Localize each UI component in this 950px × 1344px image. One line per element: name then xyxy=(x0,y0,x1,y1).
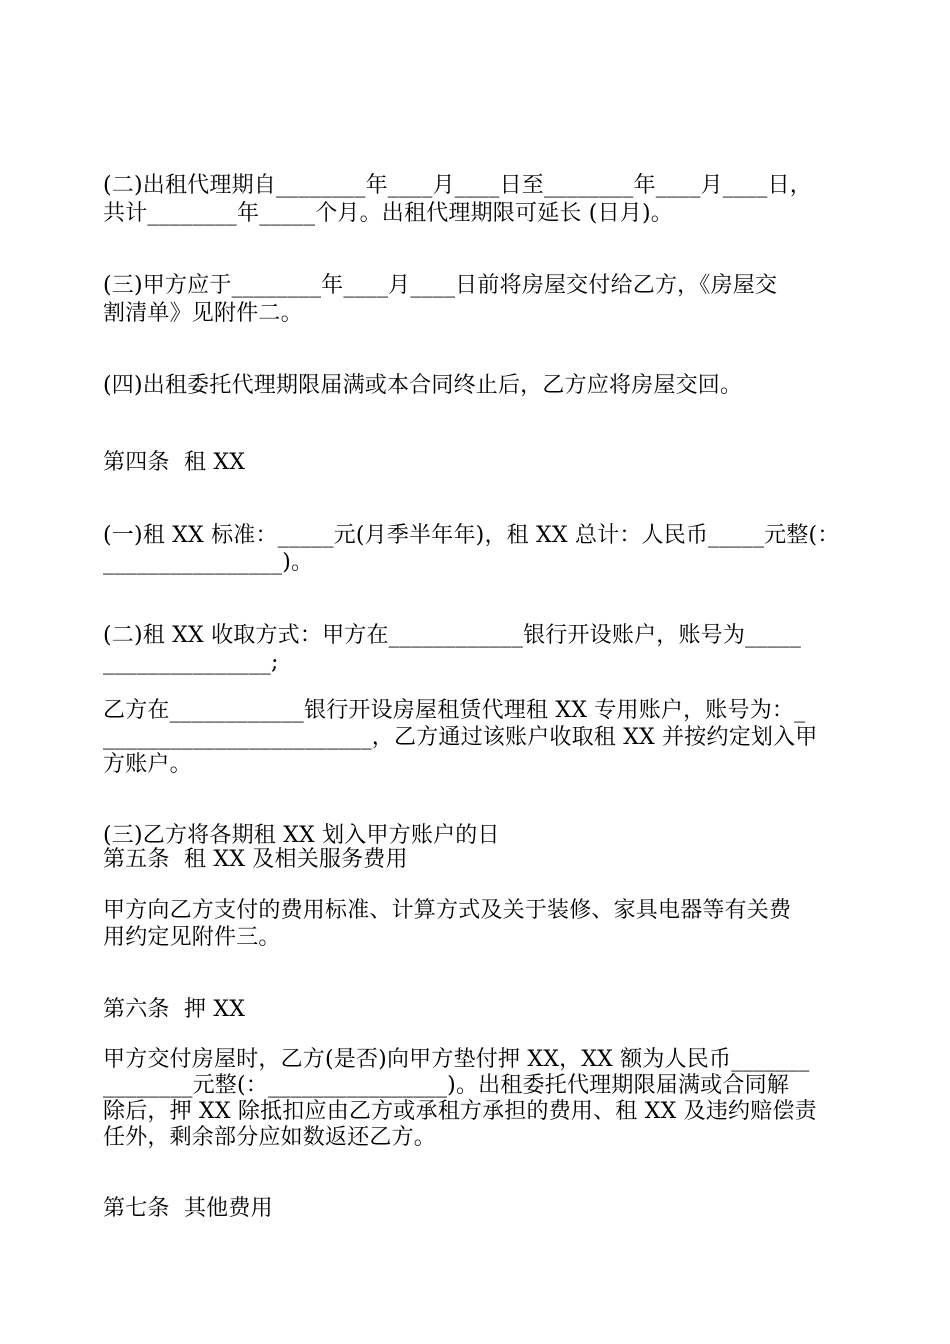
clause-4-2-b-line-3: 方账户。 xyxy=(103,752,192,777)
article-6-heading: 第六条 押 XX xyxy=(103,997,246,1022)
article-5-body-line-2: 用约定见附件三。 xyxy=(103,925,281,950)
article-5-body-line-1: 甲方向乙方支付的费用标准、计算方式及关于装修、家具电器等有关费 xyxy=(103,898,792,923)
clause-4-2-line-2: _______________; xyxy=(103,650,279,675)
clause-3-2-line-2: 共计________年_____个月。出租代理期限可延长 (日月)。 xyxy=(103,201,673,226)
article-6-body-line-4: 任外，剩余部分应如数返还乙方。 xyxy=(103,1125,437,1150)
clause-3-2-line-1: (二)出租代理期自________年____月____日至________年____月____日， xyxy=(103,173,812,198)
clause-3-3-line-1: (三)甲方应于________年____月____日前将房屋交付给乙方，《房屋交 xyxy=(103,273,778,298)
clause-3-4: (四)出租委托代理期限届满或本合同终止后，乙方应将房屋交回。 xyxy=(103,373,743,398)
article-6-body-line-3: 除后，押 XX 除抵扣应由乙方或承租方承担的费用、租 XX 及违约赔偿责 xyxy=(103,1099,817,1124)
clause-4-2-line-1: (二)租 XX 收取方式：甲方在____________银行开设账户，账号为_____ xyxy=(103,623,802,648)
clause-4-2-b-line-2: ________________________，乙方通过该账户收取租 XX 并按约定划入甲 xyxy=(103,725,818,750)
article-6-body-line-1: 甲方交付房屋时，乙方(是否)向甲方垫付押 XX，XX 额为人民币_______ xyxy=(103,1047,810,1072)
clause-4-2-b-line-1: 乙方在____________银行开设房屋租赁代理租 XX 专用账户，账号为：_ xyxy=(103,698,806,723)
article-4-heading: 第四条 租 XX xyxy=(103,450,246,475)
article-5-heading: 第五条 租 XX 及相关服务费用 xyxy=(103,847,408,872)
clause-3-3-line-2: 割清单》见附件二。 xyxy=(103,301,303,326)
article-7-heading: 第七条 其他费用 xyxy=(103,1196,273,1221)
clause-4-1-line-1: (一)租 XX 标准：_____元(月季半年年)，租 XX 总计：人民币_____元整(： xyxy=(103,523,840,548)
article-6-body-line-2: ________元整(：________________)。出租委托代理期限届满或合同解 xyxy=(103,1073,789,1098)
clause-4-3: (三)乙方将各期租 XX 划入甲方账户的日 xyxy=(103,823,500,848)
clause-4-1-line-2: ________________)。 xyxy=(103,550,314,575)
